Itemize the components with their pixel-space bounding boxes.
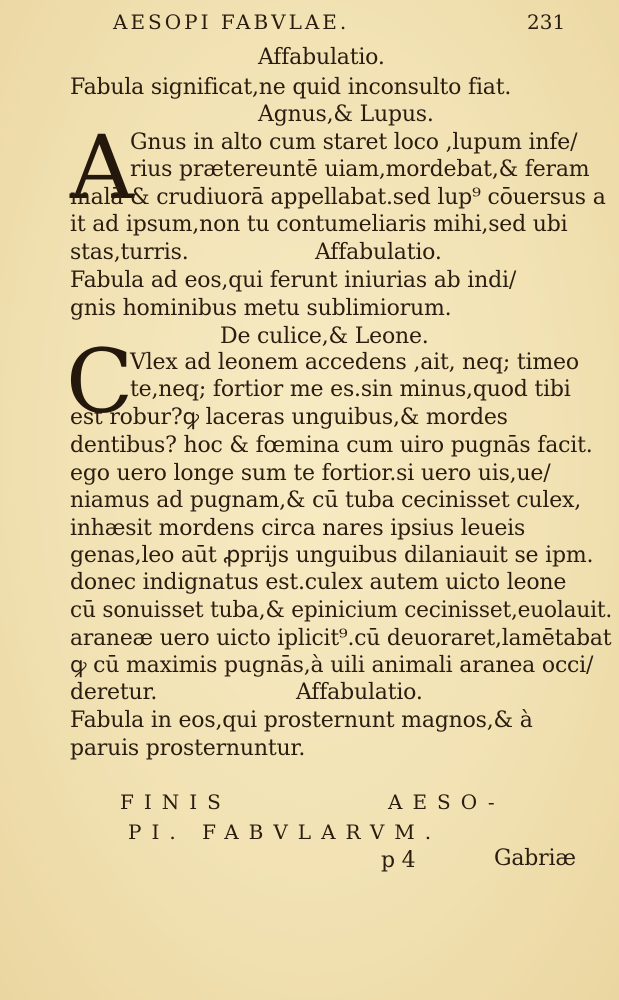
affabulatio-heading: Affabulatio. <box>258 45 385 70</box>
colophon-finis: FINIS <box>120 790 231 814</box>
text-line: rius prætereuntē uiam,mordebat,& feram <box>130 157 590 182</box>
fable-title: De culice,& Leone. <box>220 324 429 349</box>
drop-cap: A <box>70 116 134 219</box>
moral-line: paruis prosternuntur. <box>70 736 306 761</box>
text-line: malā & crudiuorā appellabat.sed lup⁹ cōuersus a <box>70 185 606 210</box>
running-title: AESOPI FABVLAE. <box>113 10 350 34</box>
drop-cap: C <box>66 330 134 433</box>
text-line: est robur?ꝙ laceras unguibus,& mordes <box>70 405 508 430</box>
moral-line: Fabula in eos,qui prosternunt magnos,& à <box>70 708 533 733</box>
text-line: Gnus in alto cum staret loco ,lupum infe/ <box>130 130 578 155</box>
text-line: inhæsit mordens circa nares ipsius leueis <box>70 516 526 541</box>
text-line: donec indignatus est.culex autem uicto leone <box>70 570 567 595</box>
catchword: Gabriæ <box>494 846 576 871</box>
text-line: araneæ uero uicto iplicit⁹.cū deuoraret,lamētabat <box>70 626 612 651</box>
affabulatio-heading: Affabulatio. <box>315 240 442 265</box>
fable-title: Agnus,& Lupus. <box>258 102 434 127</box>
text-line: genas,leo aūt ꝓprijs unguibus dilaniauit se ipm. <box>70 543 594 568</box>
text-line: dentibus? hoc & fœmina cum uiro pugnās facit. <box>70 433 593 458</box>
text-line: ego uero longe sum te fortior.si uero uis,ue/ <box>70 461 551 486</box>
text-line: niamus ad pugnam,& cū tuba cecinisset culex, <box>70 488 582 513</box>
moral-line: gnis hominibus metu sublimiorum. <box>70 296 452 321</box>
text-line: deretur. <box>70 680 158 705</box>
page-number: 231 <box>527 10 566 34</box>
affabulatio-heading: Affabulatio. <box>296 680 423 705</box>
moral-line: Fabula significat,ne quid inconsulto fiat. <box>70 75 512 100</box>
colophon-aeso: AESO- <box>388 790 505 814</box>
text-line: te,neq; fortior me es.sin minus,quod tibi <box>130 377 571 402</box>
text-line: stas,turris. <box>70 240 189 265</box>
text-line: cū sonuisset tuba,& epinicium cecinisset,euolauit. <box>70 598 613 623</box>
moral-line: Fabula ad eos,qui ferunt iniurias ab indi/ <box>70 268 517 293</box>
text-line: Vlex ad leonem accedens ,ait, neq; timeo <box>130 350 579 375</box>
text-line: ꝙ cū maximis pugnās,à uili animali aranea occi/ <box>70 653 594 678</box>
text-line: it ad ipsum,non tu contumeliaris mihi,sed ubi <box>70 212 568 237</box>
colophon-fabularum: PI. FABVLARVM. <box>128 820 442 844</box>
signature-mark: p 4 <box>381 848 416 873</box>
